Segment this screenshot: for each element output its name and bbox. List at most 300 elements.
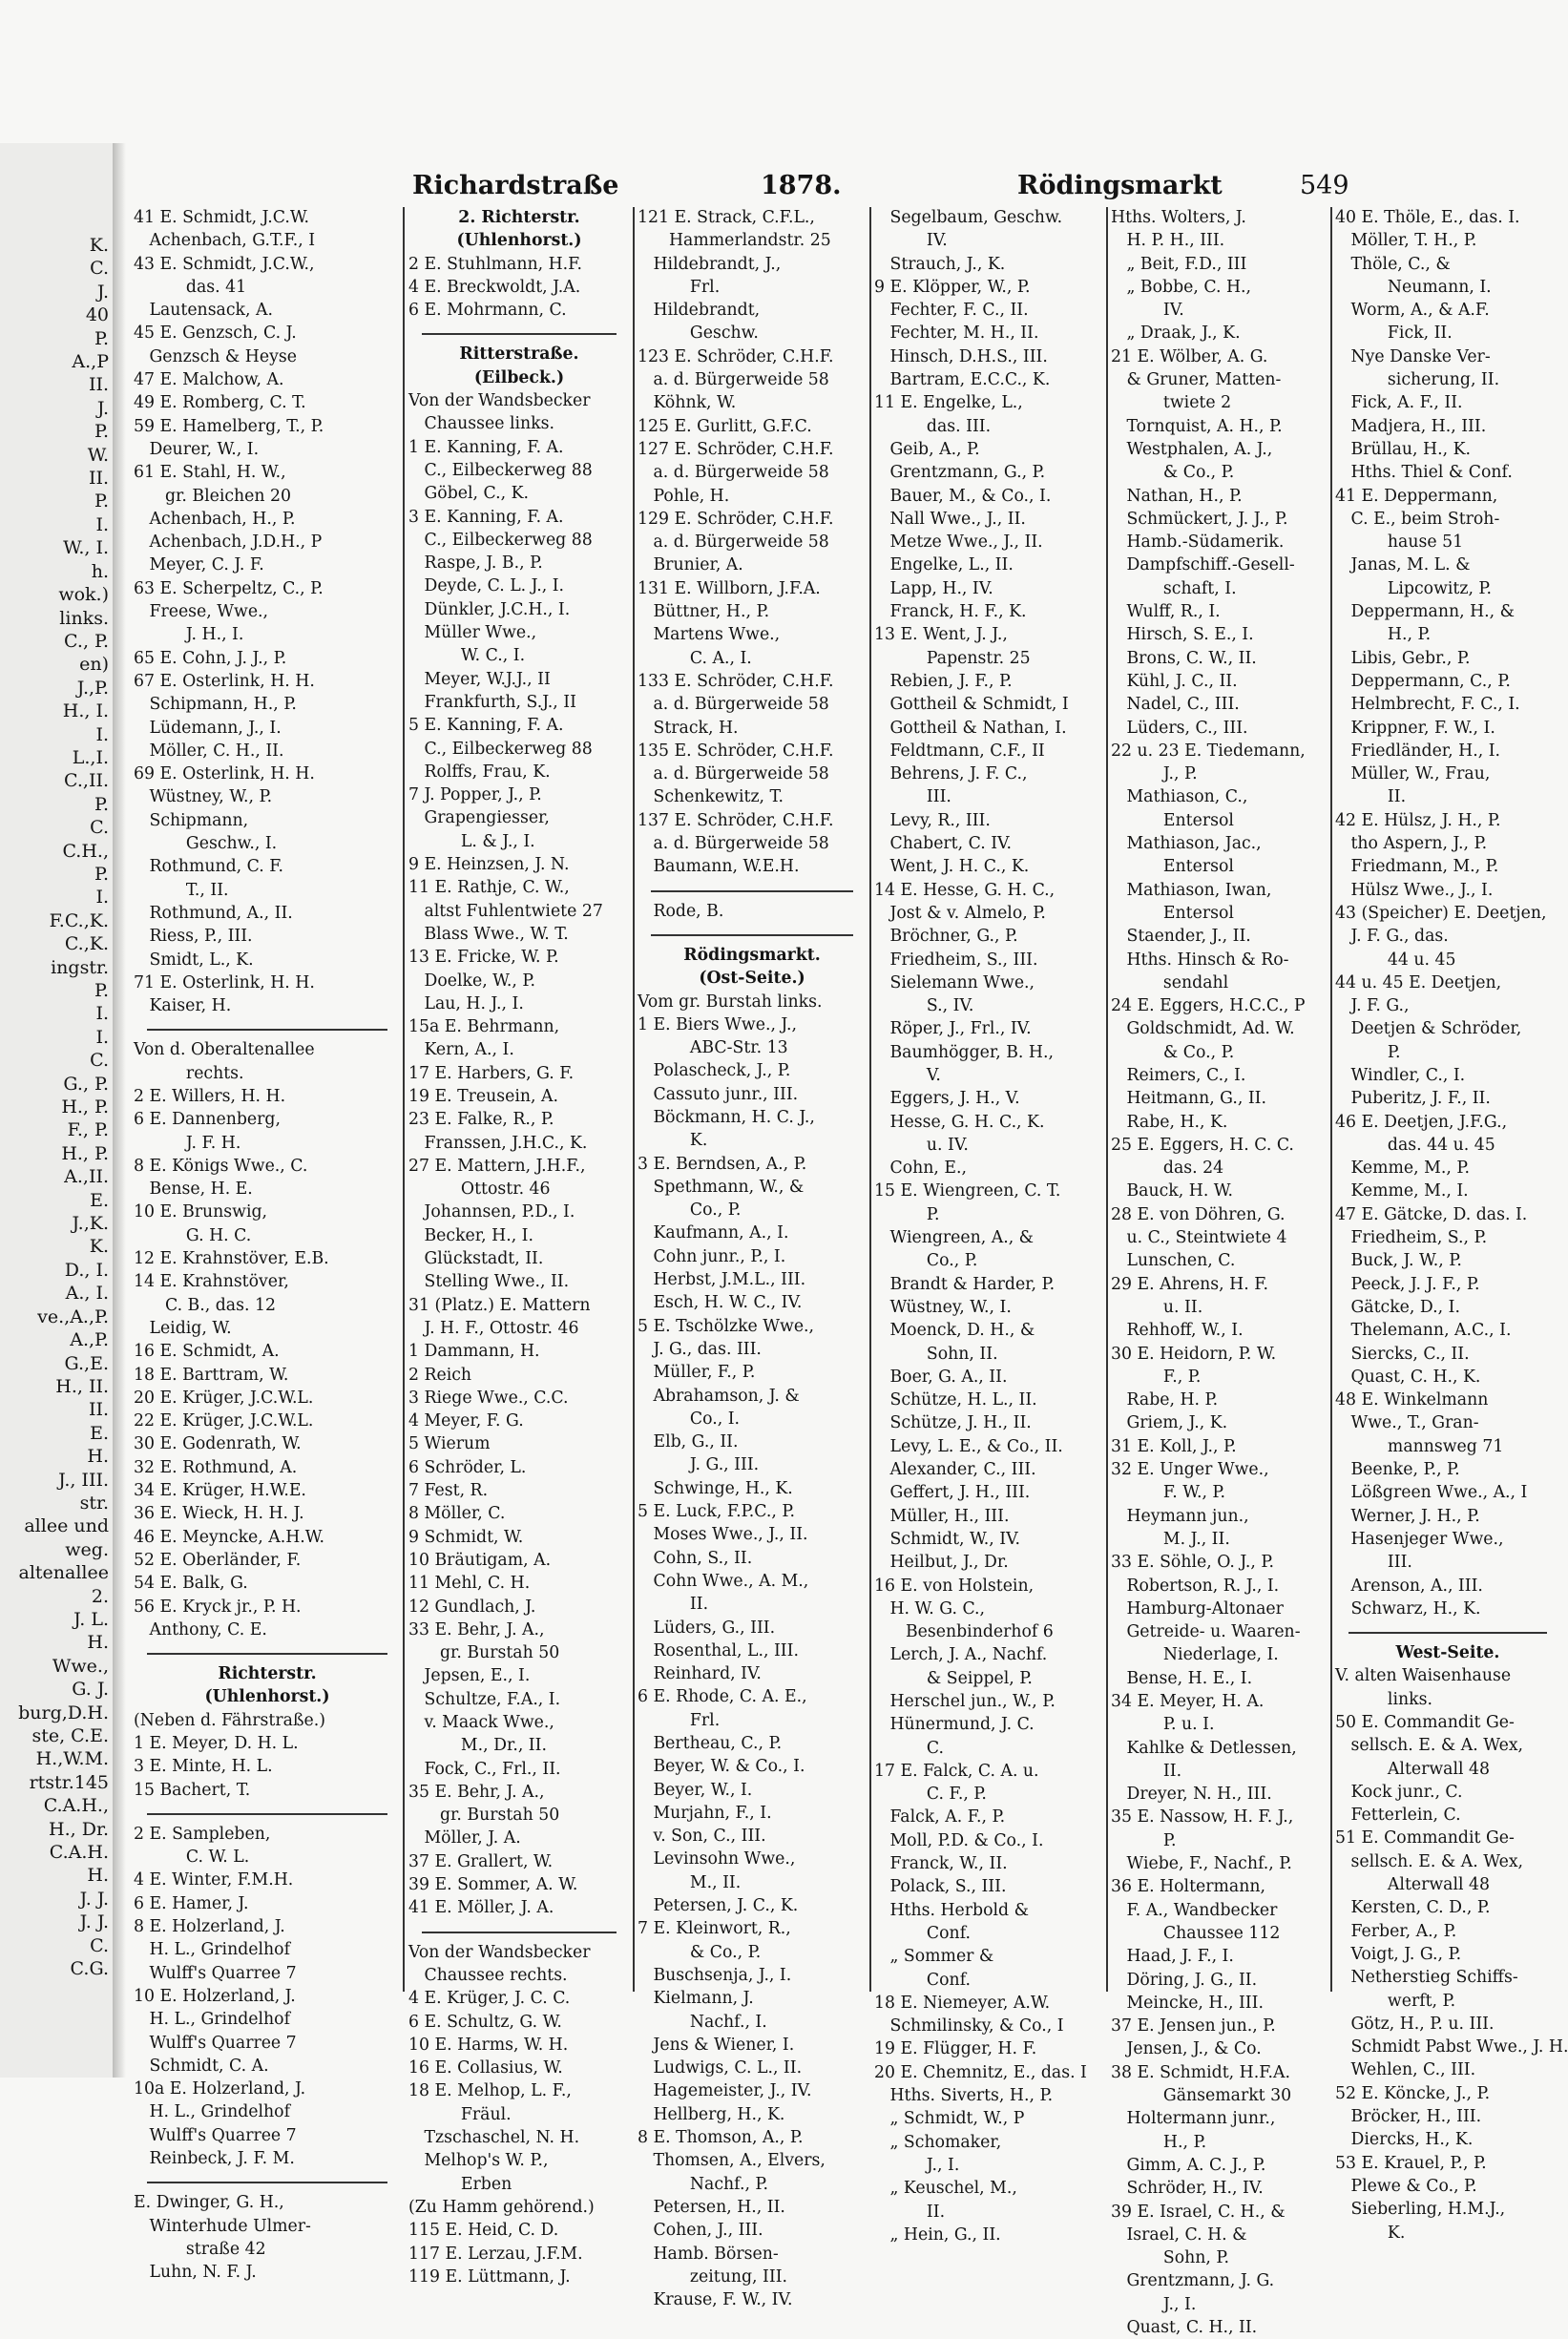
directory-entry: V. alten Waisenhause xyxy=(1335,1666,1512,1686)
directory-entry: 18 E. Niemeyer, A.W. xyxy=(874,1993,1051,2013)
directory-entry: Libis, Gebr., P. xyxy=(1335,648,1471,668)
column-divider xyxy=(633,207,635,1992)
directory-entry: Riess, P., III. xyxy=(134,927,253,947)
directory-entry: Achenbach, G.T.F., I xyxy=(134,231,316,251)
directory-entry: Entersol xyxy=(1111,903,1234,923)
directory-entry: Brandt & Harder, P. xyxy=(874,1274,1056,1294)
directory-entry: Esch, H. W. C., IV. xyxy=(638,1293,803,1313)
directory-entry: Hirsch, S. E., I. xyxy=(1111,625,1254,645)
directory-entry: Blass Wwe., W. T. xyxy=(408,924,569,944)
directory-entry: Co., P. xyxy=(638,1201,742,1221)
directory-entry: Hamburg-Altonaer xyxy=(1111,1598,1284,1619)
directory-entry: Rehhoff, W., I. xyxy=(1111,1321,1244,1341)
directory-entry: Holtermann junr., xyxy=(1111,2109,1276,2129)
directory-entry: Segelbaum, Geschw. xyxy=(874,208,1063,227)
section-heading: West-Seite. xyxy=(1395,1643,1500,1663)
directory-entry: Kemme, M., P. xyxy=(1335,1159,1470,1179)
section-separator xyxy=(1348,1620,1547,1634)
directory-entry: 10a E. Holzerland, J. xyxy=(134,2079,306,2099)
directory-entry: Deppermann, H., & xyxy=(1335,602,1516,622)
fold-entry: J. J. xyxy=(79,1888,109,1910)
fold-entry: I. xyxy=(95,887,109,908)
directory-entry: Kielmann, J. xyxy=(638,1989,754,2009)
directory-entry: 7 Fest, R. xyxy=(408,1481,489,1501)
directory-entry: „ Draak, J., K. xyxy=(1111,324,1241,344)
fold-entry: weg. xyxy=(65,1538,109,1560)
fold-entry: C. xyxy=(90,1934,109,1956)
directory-entry: 43 (Speicher) E. Deetjen, xyxy=(1335,903,1547,923)
directory-entry: Wüstney, W., P. xyxy=(134,787,273,807)
directory-entry: Eggers, J. H., V. xyxy=(874,1089,1020,1109)
directory-entry: Co., P. xyxy=(874,1251,978,1271)
directory-entry: Diercks, H., K. xyxy=(1335,2130,1474,2150)
directory-entry: Nachf., I. xyxy=(638,2012,767,2032)
directory-entry: Kühl, J. C., II. xyxy=(1111,671,1238,691)
directory-entry: sellsch. E. & A. Wex, xyxy=(1335,1851,1524,1871)
section-separator xyxy=(147,2170,387,2183)
directory-entry: Heitmann, G., II. xyxy=(1111,1089,1266,1109)
directory-entry: 4 E. Breckwoldt, J.A. xyxy=(408,277,581,297)
directory-entry: Besenbinderhof 6 xyxy=(874,1622,1054,1642)
fold-entry: C.,K. xyxy=(64,933,109,955)
directory-entry: Deyde, C. L. J., I. xyxy=(408,576,565,596)
directory-entry: „ Schomaker, xyxy=(874,2132,1002,2152)
directory-entry: 8 E. Königs Wwe., C. xyxy=(134,1156,308,1176)
directory-entry: 35 E. Nassow, H. F. J., xyxy=(1111,1807,1294,1827)
directory-entry: Meincke, H., III. xyxy=(1111,1993,1264,2013)
directory-entry: a. d. Bürgerweide 58 xyxy=(638,533,829,553)
directory-entry: & Co., P. xyxy=(638,1942,762,1962)
directory-entry: 42 E. Hülsz, J. H., P. xyxy=(1335,810,1501,830)
directory-entry: Fick, A. F., II. xyxy=(1335,393,1463,413)
directory-entry: 51 E. Commandit Ge- xyxy=(1335,1828,1515,1848)
fold-entry: str. xyxy=(79,1492,109,1514)
fold-entry: H., P. xyxy=(61,1096,109,1118)
directory-entry: Lautensack, A. xyxy=(134,301,273,321)
directory-entry: Alterwall 48 xyxy=(1335,1759,1491,1779)
directory-entry: 32 E. Unger Wwe., xyxy=(1111,1460,1269,1480)
directory-entry: Hülsz Wwe., J., I. xyxy=(1335,880,1494,900)
directory-entry: 40 E. Thöle, E., das. I. xyxy=(1335,208,1520,227)
directory-entry: Melhop's W. P., xyxy=(408,2151,549,2171)
directory-entry: Neumann, I. xyxy=(1335,277,1492,297)
directory-entry: Bense, H. E., I. xyxy=(1111,1668,1253,1688)
directory-entry: Behrens, J. F. C., xyxy=(874,764,1028,784)
section-heading: (Uhlenhorst.) xyxy=(456,231,582,251)
directory-entry: 1 Dammann, H. xyxy=(408,1342,540,1362)
fold-entry: A.,P xyxy=(72,351,109,373)
directory-entry: II. xyxy=(638,1595,709,1615)
directory-entry: Erben xyxy=(408,2174,512,2194)
directory-entry: Schultze, F.A., I. xyxy=(408,1689,561,1709)
fold-entry: J. xyxy=(96,397,109,419)
directory-entry: Nachf., P. xyxy=(638,2174,769,2194)
directory-entry: Böckmann, H. C. J., xyxy=(638,1107,815,1127)
directory-entry: C. F., P. xyxy=(874,1785,987,1805)
section-heading: Rödingsmarkt. xyxy=(683,945,821,965)
directory-entry: 28 E. von Döhren, G. xyxy=(1111,1204,1286,1224)
directory-entry: Polack, S., III. xyxy=(874,1877,1007,1897)
directory-entry: Getreide- u. Waaren- xyxy=(1111,1622,1301,1642)
column-1 xyxy=(134,206,401,2283)
directory-entry: Hildebrandt, J., xyxy=(638,254,782,274)
directory-entry: gr. Burstah 50 xyxy=(408,1806,560,1826)
directory-entry: (Zu Hamm gehörend.) xyxy=(408,2197,595,2217)
directory-entry: Ferber, A., P. xyxy=(1335,1921,1457,1941)
directory-entry: 19 E. Treusein, A. xyxy=(408,1086,558,1106)
directory-entry: 6 E. Schultz, G. W. xyxy=(408,2012,562,2032)
fold-entry: Wwe., xyxy=(52,1655,109,1677)
section-separator xyxy=(422,322,617,335)
directory-entry: 46 E. Meyncke, A.H.W. xyxy=(134,1527,325,1547)
directory-entry: Hildebrandt, xyxy=(638,301,761,321)
fold-entry: C. xyxy=(90,1050,109,1072)
directory-entry: schaft, I. xyxy=(1111,578,1237,598)
directory-entry: Goldschmidt, Ad. W. xyxy=(1111,1019,1295,1039)
directory-entry: Helmbrecht, F. C., I. xyxy=(1335,695,1520,715)
directory-entry: II. xyxy=(1335,787,1407,807)
directory-entry: Freese, Wwe., xyxy=(134,602,269,622)
directory-entry: IV. xyxy=(874,231,948,251)
directory-entry: Jensen, J., & Co. xyxy=(1111,2039,1262,2059)
directory-entry: Gimm, A. C. J., P. xyxy=(1111,2155,1266,2175)
directory-entry: II. xyxy=(874,2202,946,2222)
directory-entry: J. G., III. xyxy=(638,1455,760,1475)
directory-entry: sellsch. E. & A. Wex, xyxy=(1335,1736,1524,1756)
directory-entry: Wulff's Quarree 7 xyxy=(134,2033,297,2053)
fold-entry: H., Dr. xyxy=(49,1818,109,1840)
directory-entry: II. xyxy=(1111,1761,1182,1781)
directory-entry: 43 E. Schmidt, J.C.W., xyxy=(134,254,315,274)
directory-entry: Beenke, P., P. xyxy=(1335,1460,1460,1480)
directory-entry: Hamb.-Südamerik. xyxy=(1111,533,1285,553)
directory-entry: Plewe & Co., P. xyxy=(1335,2176,1477,2196)
directory-entry: Schmidt Pabst Wwe., J. H. xyxy=(1335,2037,1568,2057)
directory-entry: J. H., I. xyxy=(134,625,244,645)
directory-entry: Wüstney, W., I. xyxy=(874,1297,1012,1317)
directory-entry: Hammerlandstr. 25 xyxy=(638,231,831,251)
directory-entry: Wiengreen, A., & xyxy=(874,1228,1035,1248)
directory-entry: Lipcowitz, P. xyxy=(1335,578,1493,598)
directory-entry: Lüders, C., III. xyxy=(1111,718,1248,738)
section-heading: (Uhlenhorst.) xyxy=(204,1687,330,1707)
directory-entry: Cohn, E., xyxy=(874,1159,967,1179)
directory-entry: werft, P. xyxy=(1335,1991,1456,2011)
directory-entry: 125 E. Gurlitt, G.F.C. xyxy=(638,416,812,436)
directory-entry: Mathiason, Jac., xyxy=(1111,834,1262,854)
directory-entry: 48 E. Winkelmann xyxy=(1335,1390,1489,1410)
directory-entry: 10 E. Holzerland, J. xyxy=(134,1986,296,2006)
directory-entry: 4 Meyer, F. G. xyxy=(408,1411,524,1431)
directory-entry: 31 (Platz.) E. Mattern xyxy=(408,1295,591,1315)
directory-entry: 24 E. Eggers, H.C.C., P xyxy=(1111,996,1306,1016)
directory-entry: Achenbach, J.D.H., P xyxy=(134,533,323,553)
directory-entry: Döring, J. G., II. xyxy=(1111,1970,1258,1990)
directory-entry: Hellberg, H., K. xyxy=(638,2104,785,2124)
directory-entry: Kock junr., C. xyxy=(1335,1782,1463,1802)
directory-entry: Conf. xyxy=(874,1970,971,1990)
directory-entry: Winterhude Ulmer- xyxy=(134,2216,311,2236)
directory-entry: F. A., Wandbecker xyxy=(1111,1900,1278,1920)
directory-entry: 133 E. Schröder, C.H.F. xyxy=(638,671,834,691)
fold-entry: H.,W.M. xyxy=(35,1748,109,1770)
directory-entry: Frl. xyxy=(638,277,721,297)
directory-entry: Papenstr. 25 xyxy=(874,648,1031,668)
directory-entry: 69 E. Osterlink, H. H. xyxy=(134,764,315,784)
fold-entry: D., I. xyxy=(64,1259,109,1281)
directory-entry: Fock, C., Frl., II. xyxy=(408,1759,561,1779)
section-separator xyxy=(422,1920,617,1933)
directory-entry: 22 u. 23 E. Tiedemann, xyxy=(1111,741,1306,761)
directory-entry: Cohn, S., II. xyxy=(638,1548,753,1568)
directory-entry: 3 E. Berndsen, A., P. xyxy=(638,1154,807,1174)
directory-entry: Hths. Siverts, H., P. xyxy=(874,2086,1054,2106)
directory-entry: P. xyxy=(1335,1042,1401,1062)
section-separator xyxy=(147,1017,387,1031)
directory-entry: Werner, J. H., P. xyxy=(1335,1506,1480,1526)
directory-entry: Netherstieg Schiffs- xyxy=(1335,1968,1518,1988)
directory-entry: das. 24 xyxy=(1111,1159,1224,1179)
directory-entry: Sohn, II. xyxy=(874,1344,998,1364)
directory-entry: J. H. F., Ottostr. 46 xyxy=(408,1318,579,1338)
directory-entry: 14 E. Hesse, G. H. C., xyxy=(874,880,1056,900)
fold-entry: E. xyxy=(90,1422,109,1444)
directory-entry: 119 E. Lüttmann, J. xyxy=(408,2266,571,2287)
directory-entry: Jens & Wiener, I. xyxy=(638,2035,795,2055)
directory-entry: Smidt, L., K. xyxy=(134,950,254,970)
directory-entry: „ Schmidt, W., P xyxy=(874,2109,1025,2129)
directory-entry: 35 E. Behr, J. A., xyxy=(408,1782,545,1802)
section-separator xyxy=(147,1802,387,1815)
directory-entry: 123 E. Schröder, C.H.F. xyxy=(638,346,834,366)
directory-entry: Fechter, M. H., II. xyxy=(874,324,1039,344)
section-heading: 2. Richterstr. xyxy=(458,208,580,227)
directory-entry: C., Eilbeckerweg 88 xyxy=(408,739,593,759)
directory-entry: das. 44 u. 45 xyxy=(1335,1135,1495,1155)
directory-entry: 9 E. Klöpper, W., P. xyxy=(874,277,1031,297)
directory-entry: 59 E. Hamelberg, T., P. xyxy=(134,416,324,436)
directory-entry: u. C., Steintwiete 4 xyxy=(1111,1228,1287,1248)
directory-entry: das. 41 xyxy=(134,277,247,297)
directory-entry: Metze Wwe., J., II. xyxy=(874,533,1043,553)
directory-entry: IV. xyxy=(1111,301,1184,321)
directory-entry: Schmilinsky, & Co., I xyxy=(874,2016,1064,2036)
directory-entry: C. B., das. 12 xyxy=(134,1295,276,1315)
directory-entry: 4 E. Winter, F.M.H. xyxy=(134,1870,294,1890)
fold-entry: C. xyxy=(90,817,109,839)
directory-entry: Beyer, W. & Co., I. xyxy=(638,1757,805,1777)
directory-entry: 15 E. Wiengreen, C. T. xyxy=(874,1181,1061,1201)
fold-entry: ingstr. xyxy=(51,956,109,978)
fold-entry: 2. xyxy=(91,1585,109,1607)
directory-entry: gr. Bleichen 20 xyxy=(134,486,291,506)
directory-page xyxy=(124,157,1568,2338)
directory-entry: Chaussee links. xyxy=(408,414,554,434)
directory-entry: Thomsen, A., Elvers, xyxy=(638,2151,826,2171)
directory-entry: „ Bobbe, C. H., xyxy=(1111,277,1252,297)
directory-entry: P. xyxy=(1111,1830,1177,1850)
directory-entry: 137 E. Schröder, C.H.F. xyxy=(638,810,834,830)
directory-entry: a. d. Bürgerweide 58 xyxy=(638,463,829,483)
directory-entry: Bauck, H. W. xyxy=(1111,1181,1234,1201)
directory-entry: Herschel jun., W., P. xyxy=(874,1692,1056,1711)
directory-entry: H. L., Grindelhof xyxy=(134,2010,290,2030)
directory-entry: Wulff's Quarree 7 xyxy=(134,1963,297,1983)
directory-entry: Baumann, W.E.H. xyxy=(638,857,800,877)
directory-entry: Griem, J., K. xyxy=(1111,1413,1228,1433)
directory-entry: 16 E. Collasius, W. xyxy=(408,2058,563,2078)
directory-entry: Co., I. xyxy=(638,1409,741,1429)
directory-entry: Peeck, J. J. F., P. xyxy=(1335,1274,1480,1294)
directory-entry: P. xyxy=(874,1204,940,1224)
directory-entry: a. d. Bürgerweide 58 xyxy=(638,764,829,784)
directory-entry: 39 E. Israel, C. H., & xyxy=(1111,2202,1286,2222)
directory-entry: Fetterlein, C. xyxy=(1335,1806,1461,1826)
directory-entry: 11 E. Engelke, L., xyxy=(874,393,1023,413)
directory-entry: Alexander, C., III. xyxy=(874,1460,1036,1480)
directory-entry: Chaussee 112 xyxy=(1111,1923,1281,1943)
directory-entry: Lüdemann, J., I. xyxy=(134,718,282,738)
directory-entry: v. Son, C., III. xyxy=(638,1827,766,1847)
directory-entry: 37 E. Grallert, W. xyxy=(408,1851,554,1871)
directory-entry: 1 E. Kanning, F. A. xyxy=(408,437,564,457)
directory-entry: Möller, C. H., II. xyxy=(134,741,284,761)
directory-entry: 17 E. Falck, C. A. u. xyxy=(874,1761,1039,1781)
directory-entry: v. Maack Wwe., xyxy=(408,1713,554,1732)
directory-entry: 23 E. Falke, R., P. xyxy=(408,1110,554,1130)
fold-entry: C.A.H. xyxy=(49,1842,109,1864)
directory-entry: Kemme, M., I. xyxy=(1335,1181,1469,1201)
directory-entry: Entersol xyxy=(1111,810,1234,830)
directory-entry: 31 E. Koll, J., P. xyxy=(1111,1436,1237,1456)
directory-entry: 20 E. Chemnitz, E., das. I xyxy=(874,2062,1087,2082)
directory-entry: 37 E. Jensen jun., P. xyxy=(1111,2016,1276,2036)
directory-entry: Brunier, A. xyxy=(638,555,743,575)
directory-entry: 47 E. Malchow, A. xyxy=(134,370,284,390)
directory-entry: J., I. xyxy=(1111,2294,1197,2314)
directory-entry: „ Sommer & xyxy=(874,1947,994,1967)
directory-entry: 7 J. Popper, J., P. xyxy=(408,785,542,805)
directory-entry: sicherung, II. xyxy=(1335,370,1500,390)
directory-entry: Franck, W., II. xyxy=(874,1854,1008,1874)
directory-entry: Arenson, A., III. xyxy=(1335,1576,1483,1596)
directory-entry: Petersen, H., II. xyxy=(638,2197,785,2217)
directory-entry: Bröchner, G., P. xyxy=(874,927,1018,947)
directory-entry: Geschw. xyxy=(638,324,759,344)
directory-entry: Cassuto junr., III. xyxy=(638,1084,799,1104)
running-head-year: 1878. xyxy=(761,171,842,200)
directory-entry: Herbst, J.M.L., III. xyxy=(638,1270,806,1290)
directory-entry: Deppermann, C., P. xyxy=(1335,671,1511,691)
directory-entry: Robertson, R. J., I. xyxy=(1111,1576,1280,1596)
directory-entry: 38 E. Schmidt, H.F.A. xyxy=(1111,2062,1290,2082)
fold-entry: A., I. xyxy=(65,1283,109,1305)
directory-entry: & Gruner, Matten- xyxy=(1111,370,1282,390)
directory-entry: 41 E. Möller, J. A. xyxy=(408,1898,554,1918)
directory-entry: Gottheil & Nathan, I. xyxy=(874,718,1067,738)
directory-entry: „ Beit, F.D., III xyxy=(1111,254,1247,274)
directory-entry: 67 E. Osterlink, H. H. xyxy=(134,671,315,691)
directory-entry: Boer, G. A., II. xyxy=(874,1367,1008,1387)
directory-entry: C., Eilbeckerweg 88 xyxy=(408,530,593,550)
directory-entry: Jepsen, E., I. xyxy=(408,1666,531,1686)
directory-entry: F. W., P. xyxy=(1111,1483,1226,1503)
directory-entry: Rebien, J. F., P. xyxy=(874,671,1013,691)
directory-entry: Möller, T. H., P. xyxy=(1335,231,1477,251)
fold-entry: G. J. xyxy=(72,1679,109,1701)
directory-entry: Siercks, C., II. xyxy=(1335,1344,1470,1364)
running-head-left: Richardstraße xyxy=(412,171,619,200)
directory-entry: 135 E. Schröder, C.H.F. xyxy=(638,741,834,761)
fold-entry: G., P. xyxy=(63,1073,109,1095)
column-divider xyxy=(1330,207,1332,1992)
directory-entry: Brüllau, H., K. xyxy=(1335,439,1471,459)
directory-entry: Geschw., I. xyxy=(134,834,278,854)
fold-entry: W., I. xyxy=(63,537,109,559)
section-separator xyxy=(651,923,853,936)
directory-entry: 10 E. Brunswig, xyxy=(134,1202,268,1222)
directory-entry: Nadel, C., III. xyxy=(1111,695,1240,715)
directory-entry: Frankfurth, S.J., II xyxy=(408,692,576,712)
fold-entry: P. xyxy=(94,491,109,512)
fold-entry: H., P. xyxy=(61,1142,109,1164)
directory-entry: H., P. xyxy=(1335,625,1432,645)
directory-entry: Chabert, C. IV. xyxy=(874,834,1012,854)
directory-entry: K. xyxy=(638,1131,708,1151)
directory-entry: Moses Wwe., J., II. xyxy=(638,1525,808,1545)
column-2 xyxy=(408,206,630,2287)
directory-entry: M., II. xyxy=(638,1872,742,1892)
directory-entry: ABC-Str. 13 xyxy=(638,1038,788,1058)
directory-entry: 18 E. Melhop, L. F., xyxy=(408,2081,572,2101)
directory-entry: Rothmund, A., II. xyxy=(134,903,293,923)
fold-entry: G.,E. xyxy=(64,1352,109,1374)
section-separator xyxy=(147,1641,387,1655)
directory-entry: H., P. xyxy=(1111,2132,1207,2152)
directory-entry: 30 E. Godenrath, W. xyxy=(134,1434,302,1454)
directory-entry: Johannsen, P.D., I. xyxy=(408,1202,575,1222)
directory-entry: 22 E. Krüger, J.C.W.L. xyxy=(134,1411,314,1431)
directory-entry: twiete 2 xyxy=(1111,393,1232,413)
directory-entry: Sieberling, H.M.J., xyxy=(1335,2200,1506,2220)
directory-entry: Kaiser, H. xyxy=(134,996,232,1016)
directory-entry: Tornquist, A. H., P. xyxy=(1111,416,1283,436)
directory-entry: S., IV. xyxy=(874,996,974,1016)
column-divider xyxy=(1106,207,1108,1992)
directory-entry: Sielemann Wwe., xyxy=(874,972,1035,992)
directory-entry: Puberitz, J. F., II. xyxy=(1335,1089,1491,1109)
directory-entry: Raspe, J. B., P. xyxy=(408,553,543,574)
directory-entry: C. A., I. xyxy=(638,648,752,668)
fold-entry: J. J. xyxy=(79,1911,109,1933)
directory-entry: Conf. xyxy=(874,1923,971,1943)
directory-entry: 2 E. Sampleben, xyxy=(134,1824,271,1844)
directory-entry: Levy, L. E., & Co., II. xyxy=(874,1436,1063,1456)
directory-entry: 21 E. Wölber, A. G. xyxy=(1111,346,1268,366)
directory-entry: a. d. Bürgerweide 58 xyxy=(638,695,829,715)
directory-entry: 36 E. Holtermann, xyxy=(1111,1877,1265,1897)
directory-entry: Nye Danske Ver- xyxy=(1335,346,1491,366)
fold-entry: wok.) xyxy=(58,584,109,606)
fold-entry: J. xyxy=(96,281,109,303)
directory-entry: Glückstadt, II. xyxy=(408,1249,544,1269)
directory-entry: 5 E. Luck, F.P.C., P. xyxy=(638,1502,795,1522)
directory-entry: Friedmann, M., P. xyxy=(1335,857,1499,877)
directory-entry: 18 E. Barttram, W. xyxy=(134,1365,289,1385)
directory-entry: Von der Wandsbecker xyxy=(408,1942,591,1962)
directory-entry: C., Eilbeckerweg 88 xyxy=(408,460,593,480)
directory-entry: 41 E. Deppermann, xyxy=(1335,486,1498,506)
